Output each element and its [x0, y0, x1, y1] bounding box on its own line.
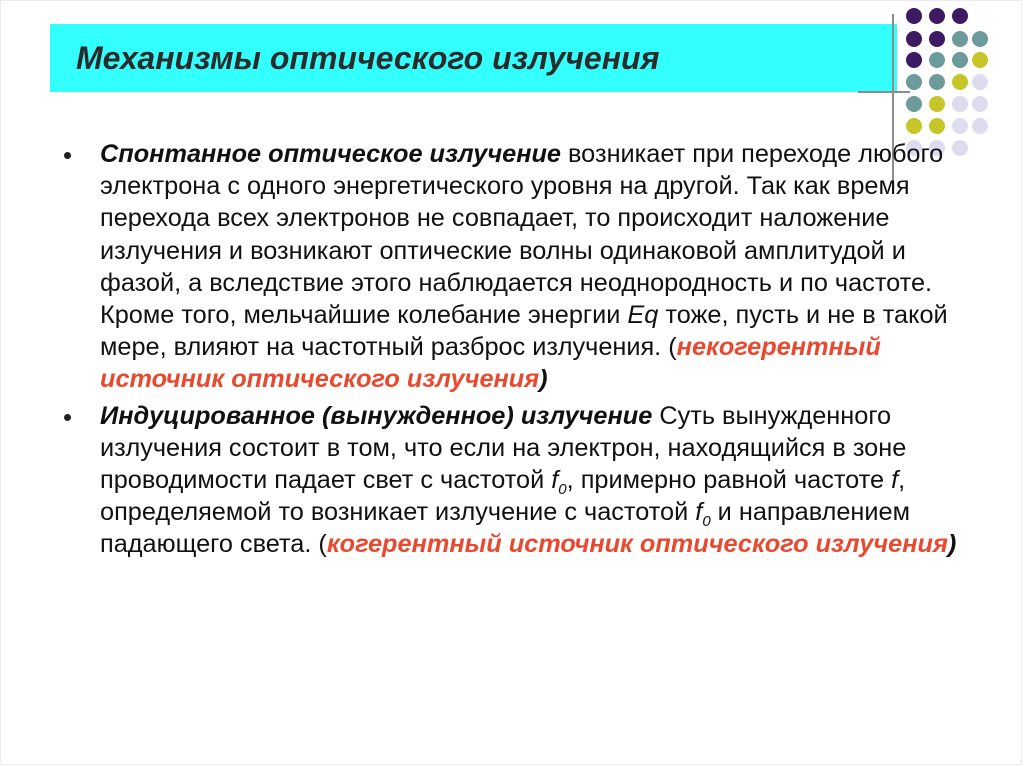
decor-dot: [906, 96, 922, 112]
closing-paren: ): [947, 530, 957, 559]
decor-dot: [972, 31, 988, 47]
list-item-spontaneous: [64, 138, 974, 396]
decor-horizontal-line: [858, 91, 910, 93]
slide-body: [64, 138, 974, 561]
text-segment: возникает при переходе любого электрона с одного энергетического уровня на другой. Так как время перехода всех электронов не совпадает, то происходит наложение излучения и возникают оптические волны одинаковой амплитудой и фазой, а вследствие этого наблюдается неоднородность и по частоте. Кроме того, мельчайшие колебание энергии: [100, 140, 944, 330]
closing-paren: ): [539, 365, 548, 394]
decor-dot: [952, 118, 968, 134]
highlight-incoherent: некогерентный источник оптического излучения: [100, 333, 881, 394]
decor-dot: [952, 96, 968, 112]
decor-dot: [972, 96, 988, 112]
bullet-icon: [64, 414, 71, 421]
decor-dot: [952, 31, 968, 47]
subscript-zero: 0: [702, 513, 711, 531]
term-spontaneous: Спонтанное оптическое излучение: [100, 140, 561, 168]
decor-dot: [952, 74, 968, 90]
text-segment: Суть вынужденного излучения состоит в том, что если на электрон, находящийся в зоне проводимости падает свет с частотой: [100, 401, 907, 495]
decor-dot: [906, 118, 922, 134]
highlight-coherent: когерентный источник оптического излучения: [326, 530, 948, 559]
decor-dot: [972, 52, 988, 68]
decor-dot: [952, 8, 968, 24]
decor-dot: [929, 118, 945, 134]
decor-dot: [906, 52, 922, 68]
decor-dot: [972, 118, 988, 134]
subscript-zero: 0: [558, 481, 567, 499]
decor-dot: [929, 52, 945, 68]
decor-dot: [929, 31, 945, 47]
bullet-icon: [64, 152, 71, 159]
decor-dot: [906, 31, 922, 47]
decor-dot: [929, 74, 945, 90]
decor-dot: [972, 74, 988, 90]
decor-dot: [952, 52, 968, 68]
decor-dot: [906, 8, 922, 24]
eq-symbol: Eq: [627, 301, 659, 330]
symbol-f: f: [695, 498, 703, 527]
text-segment: , определяемой то возникает излучение с частотой: [100, 466, 906, 527]
symbol-f: f: [551, 466, 559, 495]
decor-dot: [906, 74, 922, 90]
decor-dot: [929, 96, 945, 112]
list-item-induced: [64, 400, 974, 561]
symbol-f: f: [891, 466, 899, 495]
text-segment: тоже, пусть и не в такой мере, влияют на частотный разброс излучения. (: [100, 301, 948, 362]
text-segment: и направлением падающего света. (: [100, 498, 910, 559]
text-segment: , примерно равной частоте: [566, 466, 892, 495]
decor-dot: [929, 8, 945, 24]
term-induced: Индуцированное (вынужденное) излучение: [100, 401, 653, 430]
slide-title: Механизмы оптического излучения: [76, 40, 660, 76]
